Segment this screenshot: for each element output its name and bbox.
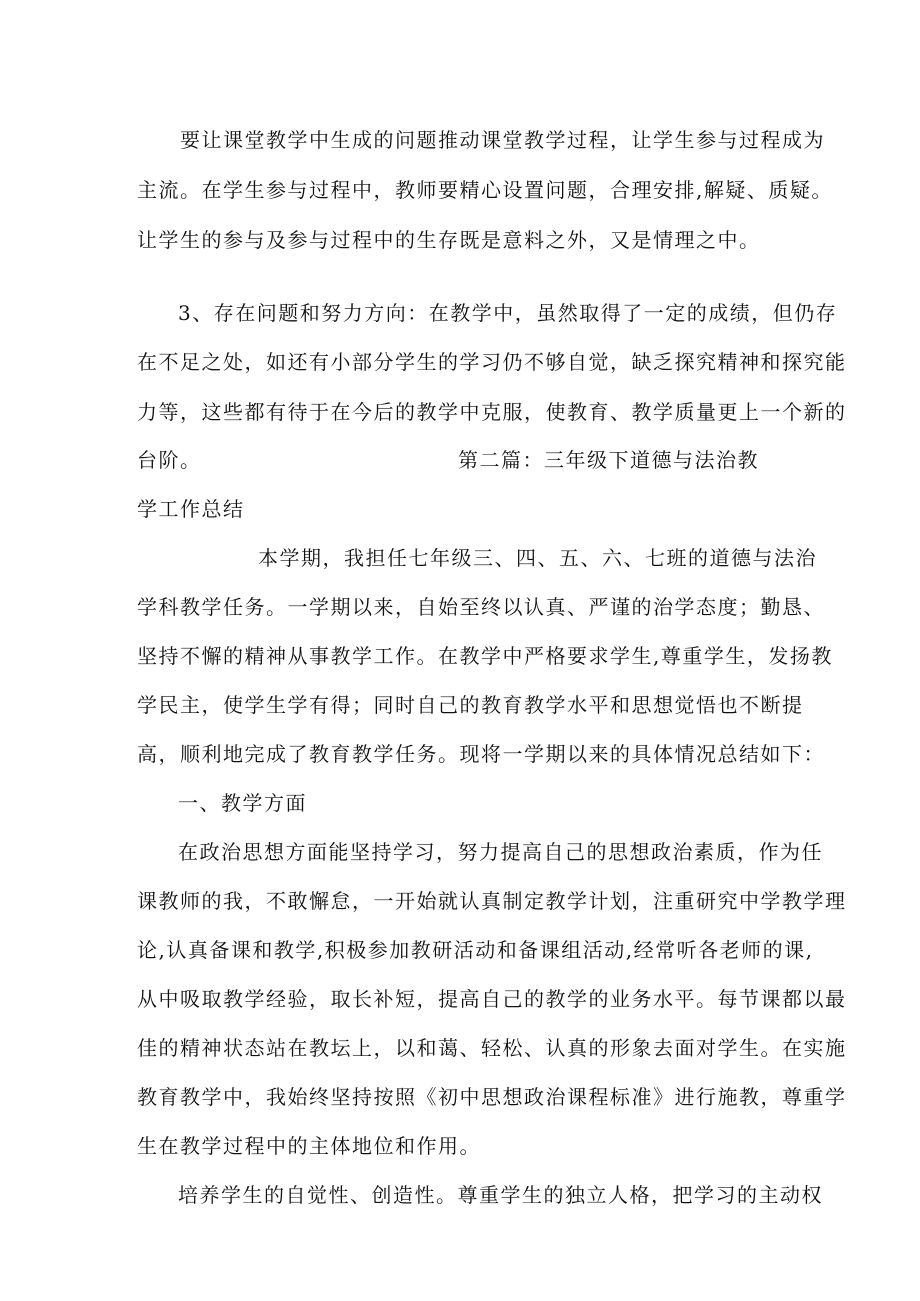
paragraph-line-3: 让学生的参与及参与过程中的生存既是意料之外，又是情理之中。 xyxy=(137,228,761,252)
section-3-line-2: 在不足之处，如还有小部分学生的学习仍不够自觉，缺乏探究精神和探究能 xyxy=(137,350,847,374)
chapter-title-part-1: 第二篇：三年级下道德与法治教 xyxy=(458,448,759,472)
cultivate-line-1: 培养学生的自觉性、创造性。尊重学生的独立人格，把学习的主动权 xyxy=(178,1183,823,1207)
paragraph-line-2: 主流。在学生参与过程中，教师要精心设置问题，合理安排,解疑、质疑。 xyxy=(137,178,833,202)
intro-line-4: 学民主，使学生学有得；同时自己的教育教学水平和思想觉悟也不断提 xyxy=(137,693,804,717)
section-3-line-4: 台阶。 xyxy=(137,448,202,472)
teaching-line-5: 佳的精神状态站在教坛上，以和蔼、轻松、认真的形象去面对学生。在实施 xyxy=(137,1036,847,1060)
chapter-title-part-2: 学工作总结 xyxy=(137,497,245,521)
intro-line-5: 高，顺利地完成了教育教学任务。现将一学期以来的具体情况总结如下： xyxy=(137,742,825,766)
teaching-line-6: 教育教学中，我始终坚持按照《初中思想政治课程标准》进行施教，尊重学 xyxy=(137,1085,847,1109)
section-3-line-1: 3、存在问题和努力方向：在教学中，虽然取得了一定的成绩，但仍存 xyxy=(178,301,838,325)
teaching-line-4: 从中吸取教学经验，取长补短，提高自己的教学的业务水平。每节课都以最 xyxy=(137,987,847,1011)
intro-line-3: 坚持不懈的精神从事教学工作。在教学中严格要求学生,尊重学生，发扬教 xyxy=(137,644,833,668)
section-3-line-3: 力等，这些都有待于在今后的教学中克服，使教育、教学质量更上一个新的 xyxy=(137,400,847,424)
section-heading-teaching: 一、教学方面 xyxy=(178,791,307,815)
teaching-line-2: 课教师的我，不敢懈怠，一开始就认真制定教学计划，注重研究中学教学理 xyxy=(137,889,847,913)
teaching-line-7: 生在教学过程中的主体地位和作用。 xyxy=(137,1134,481,1158)
intro-line-2: 学科教学任务。一学期以来，自始至终以认真、严谨的治学态度；勤恳、 xyxy=(137,595,825,619)
paragraph-line-1: 要让课堂教学中生成的问题推动课堂教学过程，让学生参与过程成为 xyxy=(180,128,825,152)
intro-line-1: 本学期，我担任七年级三、四、五、六、七班的道德与法治 xyxy=(258,546,817,570)
teaching-line-1: 在政治思想方面能坚持学习，努力提高自己的思想政治素质，作为任 xyxy=(178,840,823,864)
teaching-line-3: 论,认真备课和教学,积极参加教研活动和备课组活动,经常听各老师的课, xyxy=(137,938,814,962)
